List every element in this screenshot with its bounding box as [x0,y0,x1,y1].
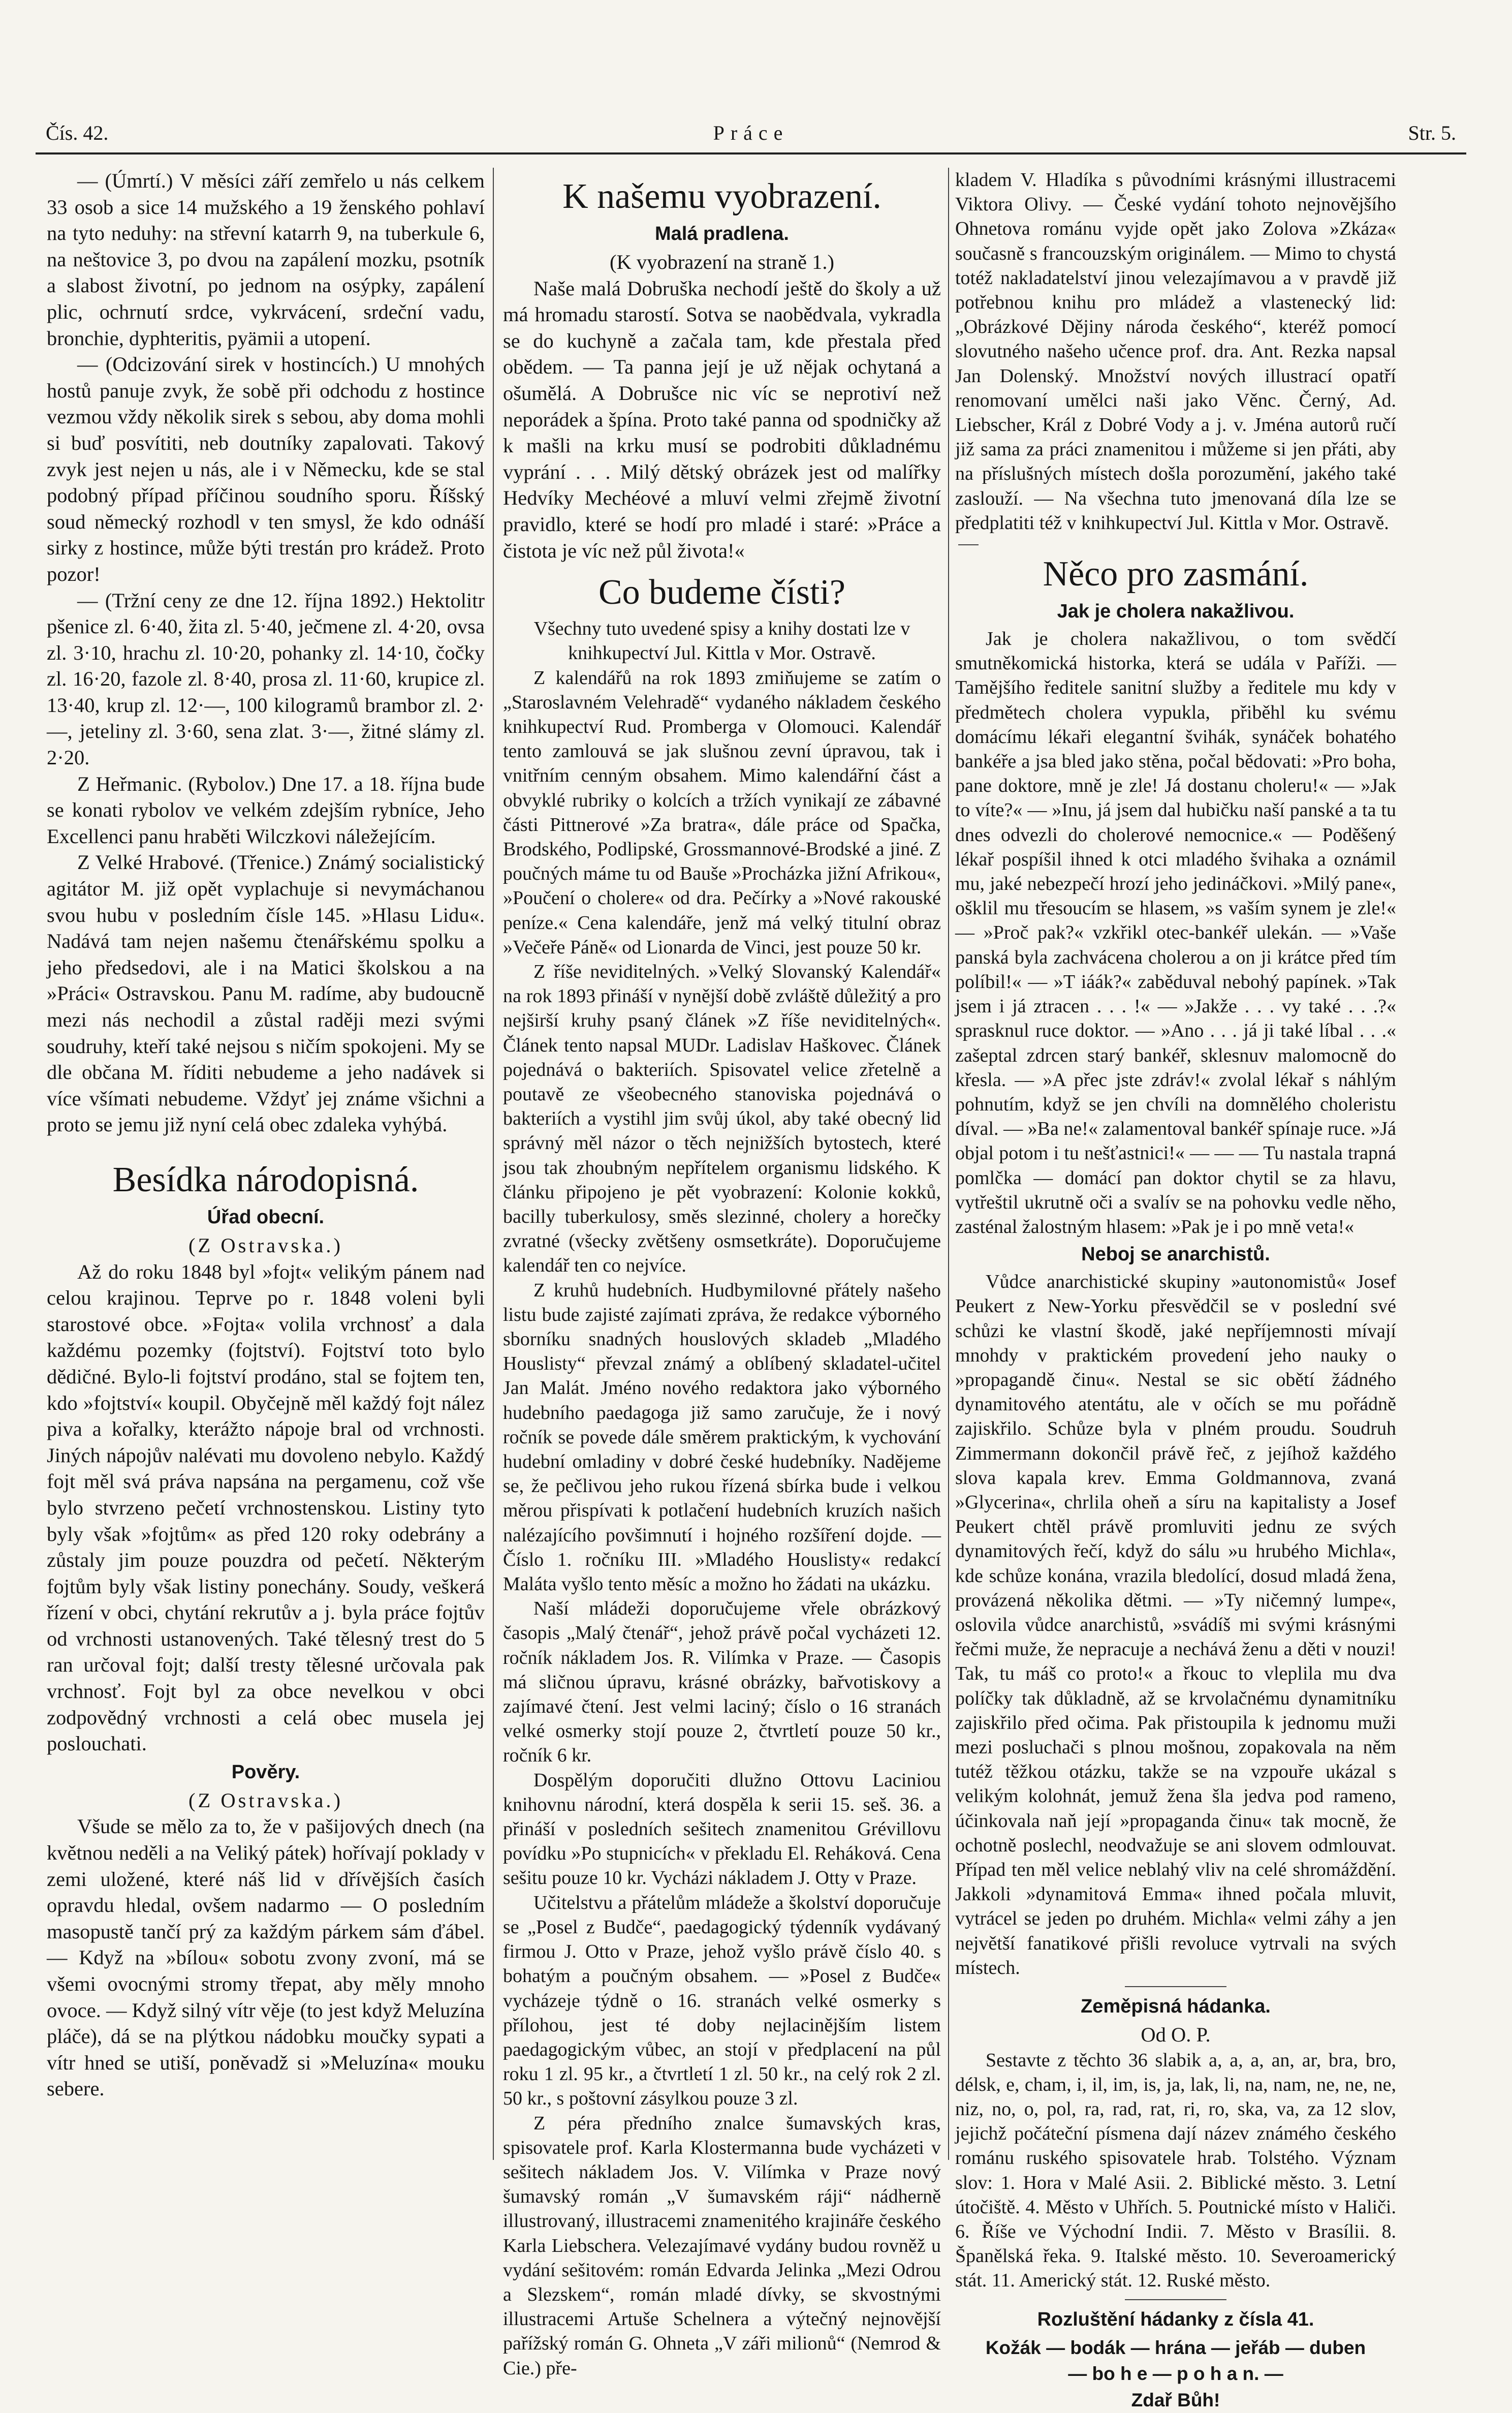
rozluseni-line: Kožák — bodák — hrána — jeřáb — duben [985,2337,1366,2358]
cist-intro: Všechny tuto uvedené spisy a knihy dostati lze v knihkupectví Jul. Kittla v Mor. Ostravě. [533,618,910,664]
urad-source: (Z Ostravska.) [188,1233,343,1257]
column-divider [493,168,494,2160]
page-header [36,116,1466,149]
povery-source: (Z Ostravska.) [188,1788,343,1812]
cist-hudba: Z kruhů hudebních. Hudbymilovné přátely našeho listu bude zajisté zajímati zpráva, že redakce výborného sborníku snadných houslových skladeb „Mladého Houslisty“ převzal známý a oblíbený skladatel-učitel Jan Malát. Jméno nového redaktora jako výborného hudebního paedagoga již samo zaručuje, že i nový ročník se povede dále směrem praktickým, k vychování hudební omladiny v dobré české hudebníky. Nadějeme se, že pečlivou jeho rukou řízená sbírka bude i velkou měrou přispívati k potlačení hudebních kruzích našich nalézajícího povšimnutí i hojného rozšíření dojde. — Číslo 1. ročníku III. »Mladého Houslisty« redakcí Maláta vyšlo tento měsíc a možno ho žádati na ukázku. [503,1279,941,1595]
cist-mladez: Naší mládeži doporučujeme vřele obrázkový časopis „Malý čtenář“, jehož právě počal vycházeti 12. ročník nákladem Jos. R. Vilímka v Praze. — Časopis má sličnou úpravu, krásné obrázky, bařvotiskovy a zajímavé čtení. Jest velmi laciný; číslo o 16 stranách velké osmerky stojí pouze 2, čtvrtletí pouze 50 kr., ročník 6 kr. [503,1598,941,1767]
hadanka-heading: Zeměpisná hádanka. [1081,1996,1271,2018]
vyobrazeni-source: (K vyobrazení na straně 1.) [610,251,834,273]
zasmani-heading: Něco pro zasmání. [1043,554,1309,594]
rozluseni-signoff: Zdař Bůh! [1131,2389,1220,2410]
page-number: Str. 5. [1408,121,1456,144]
anarchiste-text: Vůdce anarchistické skupiny »autonomistů« Josef Peukert z New-Yorku přesvědčil se v poslední své schůzi ke vlastní škodě, jaké nepříjemnosti mívají mnohdy v praktickém provedení jeho nauky o »propagandě činu«. Nestal se sic obětí žádného dynamitového atentátu, ale v očích se mu pořádně zajiskřilo. Schůze byla v plném proudu. Soudruh Zimmermann dokončil právě řeč, z jejíhož každého slova kapala krev. Emma Goldmannova, zvaná »Glycerina«, chrlila oheň a síru na kapitalisty a Josef Peukert chtěl právě promluviti jednu ze svých dynamitových řečí, když do sálu »u hrubého Michla«, kde schůze konána, vrazila bledolící, dosud mladá žena, provázená několika dětmi. — »Ty ničemný lumpe«, oslovila vůdce anarchistů, »svádíš mi svými krásnými řečmi muže, že nepracuje a nechává ženu a děti v nouzi! Tak, tu máš co proto!« a řkouc to vleplila mu dva políčky tak důkladně, až se krvolačnému dynamitníku zajiskřilo před očima. Pak přistoupila k jednomu muži mezi posluchači s plnou mošnou, zopakovala na něm tutéž těžkou otázku, takže se na vzpouře ukázal s velikým kolohnát, jemuž žena šla jedva pod rameno, účinkovala naň její »propaganda činu« tak mocně, že ochotně poslechl, neodvažuje se ani slovem odmlouvat. Případ ten měl velice neblahý vliv na celé shromáždění. Jakkoli »dynamitová Emma« ihned počala mluvit, vytrácel se jeden po druhém. Michla« velmi záhy a jen největší fanatikové přišli revoluce vytrvali na svých místech. [955,1271,1396,1978]
newspaper-title: Práce [713,121,789,144]
hadanka-author: Od O. P. [1141,2023,1211,2047]
news-sirky: — (Odcizování sirek v hostincích.) U mnohých hostů panuje zvyk, že sobě při odchodu z hostince vezmou vždy několik sirek s sebou, aby doma mohli si buď posvítiti, neb doutníky zapalovati. Takový zvyk jest nejen u nás, ale i v Německu, kde se stal podobný případ příčinou soudního sporu. Říšský soud německý rozhodl v ten smysl, že kdo odnáší sirky z hostince, může býti trestán pro krádež. Proto pozor! [47,353,485,585]
divider [1125,2299,1226,2300]
povery-heading: Pověry. [231,1761,300,1783]
divider [958,544,979,545]
cist-pera: Z péra předního znalce šumavských kras, spisovatele prof. Karla Klostermanna bude vycházeti v sešitech nákladem Jos. V. Vilímka v Praze nový šumavský román „V šumavském ráji“ nádherně illustrovaný, illustracemi znamenitého krajináře českého Karla Liebschera. Velezajímavé vydány budou rovněž u vydání sešitovém: román Edvarda Jelinka „Mezi Odrou a Slezskem“, román mladé dívky, se skvostnými illustracemi Artuše Schelnera a výtečný nejnovější pařížský román G. Ohneta „V záři milionů“ (Nemrod & Cie.) pře- [503,2112,941,2379]
column-divider [948,168,949,2160]
vyobrazeni-text: Naše malá Dobruška nechodí ještě do školy a už má hromadu starostí. Sotva se naobědvala, vykradla se do kuchyně a začala tam, kde přestala před obědem. — Ta panna její je už nějak ochytaná a ošumělá. A Dobrušce nic víc se neprotiví než neporádek a špína. Proto také panna od spodničky až k mašli na krku musí se podrobiti důkladnému vyprání . . . Milý dětský obrázek jest od malířky Hedvíky Mechéové a mluví velmi zřejmě životní pravidlo, které se hodí pro mladé i staré: »Práce a čistota je víc než půl života!« [503,276,941,562]
news-hermanice: Z Heřmanic. (Rybolov.) Dne 17. a 18. října bude se konati rybolov ve velkém zdejším rybníce, Jeho Excellenci panu hraběti Wilczkovi náležejícím. [47,772,485,848]
hadanka-text: Sestavte z těchto 36 slabik a, a, a, an, ar, bra, bro, délsk, e, cham, i, il, im, is, ja, lak, li, na, nam, ne, ne, ne, niz, no, o, pol, ra, rad, rat, ri, ro, ska, va, za 12 slov, jejichž počáteční písmena dají název známého českého románu ruského spisovatele hrab. Tolstého. Význam slov: 1. Hora v Malé Asii. 2. Biblické město. 3. Letní útočiště. 4. Město v Uhřích. 5. Poutnické místo v Haliči. 6. Říše ve Východní Indii. 7. Město v Brasílii. 8. Španělská řeka. 9. Italské město. 10. Severoamerický stát. 11. Americký stát. 12. Ruské město. [955,2049,1396,2292]
cholera-heading: Jak je cholera nakažlivou. [1057,601,1295,623]
vyobrazeni-heading: K našemu vyobrazení. [562,177,881,216]
urad-heading: Úřad obecní. [207,1206,325,1228]
divider [1125,1986,1226,1987]
cist-ucitelstvo: Učitelstvu a přátelům mládeže a školství doporučuje se „Posel z Budče“, paedagogický týdenník vydávaný firmou J. Otto v Praze, jehož vyšlo právě číslo 40. s bohatým a poučným obsahem. — »Posel z Budče« vycházeje týdně o 16. stranách velké osmerky s přílohou, jest té doby nejlacinějším listem paedagogickým vůbec, an stojí v předplacení na půl roku 1 zl. 95 kr., a čtvrtletí 1 zl. 50 kr., na celý rok 2 zl. 50 kr., s poštovní zásylkou pouze 3 zl. [503,1892,941,2110]
column-2 [503,168,941,2379]
besidka-heading: Besídka národopisná. [112,1160,419,1199]
anarchiste-heading: Neboj se anarchistů. [1081,1244,1270,1265]
column-1 [47,168,485,2160]
cist-risse: Z říše neviditelných. »Velký Slovanský Kalendář« na rok 1893 přináší v nynější době zvláště důležitý a pro nejširší kruhy psaný článek »Z říše neviditelných«. Článek tento napsal MUDr. Ladislav Haškovec. Článek pojednává o bakteriích. Spisovatel velice zřetelně a poutavě ze všeobecného stanoviska pojednává o bakteriích a vystihl jim svůj úkol, aby také obecný lid správný měl názor o těch nejnižších bytostech, které jsou tak zhoubným nepřítelem organismu lidského. K článku připojeno je pět vyobrazení: Kolonie kokků, bacilly tuberkulosy, směs slezinné, cholery a horečky zvratné (všecky zvětšeny osmsetkráte). Doporučujeme kalendář ten co nejvíce. [503,961,941,1277]
rozluseni-line: — bo h e — p o h a n. — [1068,2363,1283,2385]
header-rule [36,152,1466,154]
issue-number: Čís. 42. [46,121,109,144]
urad-text: Až do roku 1848 byl »fojt« velikým pánem nad celou krajinou. Teprve po r. 1848 voleni byli starostové obce. »Fojta« volila vrchnosť a dala každému pozemky (fojtství). Fojtství toto bylo dědičné. Bylo-li fojtství prodáno, stal se fojtem ten, kdo »fojtství« koupil. Obyčejně měl každý fojt nález piva a kořalky, kterážto nápoje bral od vrchnosti. Jiných nápojův nalévati mu dovoleno nebylo. Každý fojt měl svá práva napsána na pergamenu, což vše bylo stvrzeno pečetí vrchnostenskou. Listiny tyto byly však »fojtům« as před 120 roky odebrány a zůstaly jim pouze pouzdra od pečetí. Některým fojtům byly však listiny ponechány. Soudy, veškerá řízení v obci, chytání rekrutův a j. byla práce fojtův od vrchnosti ustanovených. Také tělesný trest do 5 ran určoval fojt; další tresty tělesné určovala pak vrchnosť. Fojt byl za obce nevelkou v obci zodpovědný vrchnosti a celá obec musela jej poslouchati. [47,1260,485,1755]
cist-kalendar: Z kalendářů na rok 1893 zmiňujeme se zatím o „Staroslavném Velehradě“ vydaného nákladem českého knihkupectví Rud. Promberga v Olomouci. Kalendář tento zamlouvá se jak slušnou zevní úpravou, tak i vnitřním cenným obsahem. Mimo kalendářní část a obvyklé rubriky o kolcích a tržích vynikají ze zábavné části Pittnerové »Za bratra«, dále práce od Spačka, Brodského, Podlipské, Grossmannové-Brodské a jiné. Z poučných máme tu od Bauše »Procházka jižní Afrikou«, »Poučení o cholere« od dra. Pečírky a »Nové rakouské peníze.« Cena kalendáře, jenž má velký titulní obraz »Večeře Páně« od Lionarda de Vinci, jest pouze 50 kr. [503,667,941,958]
cholera-text: Jak je cholera nakažlivou, o tom svědčí smutněkomická historka, která se udála v Paříži. — Tamějšího ředitele sanitní služby a ředitele mu kdy v předmětech cholera vypukla, přiběhl ku svému domácímu lékaři elegantní švihák, synáček bohatého bankéře a jsa bled jako stěna, počal bědovati: »Pro boha, pane doktore, mně je zle! Já dostanu choleru!« — »Jak to víte?« — »Inu, já jsem dal hubičku naší panské a ta tu dnes odvezli do cholerové nemocnice.« — Poděšený lékař pospíšil ihned k otci mladého švihaka a oznámil mu, jaké nebezpečí hrozí jeho jedináčkovi. »Milý pane«, ošklil mu třesoucím se hlasem, »s vaším synem je zle!« — »Proč pak?« vzkřikl otec-bankéř ulekán. — »Vaše panská byla zachvácena cholerou a on ji krátce před tím políbil!« — »T iáák?« zaběduval nebohý papínek. »Tak jsem i já ztracen . . . !« — »Jakže . . . vy také . . .?« sprasknul ruce doktor. — »Ano . . . já ji také líbal . . .« zašeptal zdrcen starý bankéř, sklesnuv malomocně do křesla. — »A přec jste zdráv!« zvolal lékař s náhlým pohnutím, když se jen chvíli na domnělého choleristu díval. — »Ba ne!« zalamentoval bankéř spínaje ruce. »Já objal potom i tu nešťastnici!« — — — Tu nastala trapná pomlčka — domácí pan doktor chytil se za hlavu, vytřeštil ukrutně oči a svalív se na pohovku vedle něho, zasténal žalostným hlasem: »Pak je i po mně veta!« [955,628,1396,1238]
col3-continued-text: kladem V. Hladíka s původními krásnými illustracemi Viktora Olivy. — České vydání tohoto nejnovějšího Ohnetova románu vyjde opět jako Zolova »Zkáza« současně s francouzským originálem. — Mimo to chystá totéž nakladatelství jinou velezajímavou a v pravdě již potřebnou knihu pro mládež a vlastenecký lid: „Obrázkové Dějiny národa českého“, kteréž pomocí slovutného našeho učence prof. dra. Ant. Rezka napsal Jan Dolenský. Množství nových illustrací opatří renomovaní umělci naši jako Věnc. Černý, Ad. Liebscher, Král z Dobré Vody a j. v. Jména autorů ručí již sama za práci znamenitou i můžeme si jen přáti, aby na příslušných místech došla porozumění, jakého také zaslouží. — Na všechna tuto jmenovaná díla lze se předplatiti též v knihkupectví Jul. Kittla v Mor. Ostravě. [955,169,1396,534]
cist-heading: Co budeme čísti? [598,573,845,612]
cist-dospeli: Dospělým doporučiti dlužno Ottovu Laciniou knihovnu národní, která dospěla k serii 15. seš. 36. a přináší v posledních sešitech znamenitou Grévillovu povídku »Po stupnicích« v překladu El. Reháková. Cena sešitu pouze 10 kr. Vycházi nákladem J. Otty v Praze. [503,1769,941,1889]
povery-text: Všude se mělo za to, že v pašijových dnech (na květnou neděli a na Veliký pátek) hořívají poklady v zemi uložené, které náš lid v dřívějších časích opravdu hledal, ovšem nadarmo — O posledním masopustě tančí prý za každým párkem sám ďábel. — Když na »bílou« sobotu zvony zvoní, má se všemi ovocnými stromy třepat, aby měly mnoho ovoce. — Když silný vítr věje (to jest když Meluzína pláče), dá se na plýtkou nádobku moučky sypati a vítr hned se utiší, poněvadž si »Meluzína« mouku sebere. [47,1815,485,2100]
rozluseni-heading: Rozluštění hádanky z čísla 41. [1037,2308,1314,2330]
news-umrti: — (Úmrtí.) V měsíci září zemřelo u nás celkem 33 osob a sice 14 mužského a 19 ženského pohlaví na tyto neduhy: na střevní katarrh 9, na tuberkule 6, na neštovice 3, po dvou na zapálení mozku, psotník a slabost životní, po jednom na osýpky, zapálení plic, ochrnutí srdce, vykrvácení, srdeční vadu, bronchie, dyphteritis, pyämii a utopení. [47,169,485,350]
pradlena-heading: Malá pradlena. [655,223,789,244]
news-velka-hrabova: Z Velké Hrabové. (Třenice.) Známý socialistický agitátor M. již opět vyplachuje si nevymáchanou svou hubu v posledním čísle 145. »Hlasu Lidu«. Nadává tam nejen našemu čtenářskému spolku a jeho předsedovi, ale i na Matici školskou a na »Práci« Ostravskou. Panu M. radíme, aby budoucně mezi nás nechodil a zůstal raději mezi svými soudruhy, kteří také nejsou s ničím spokojeni. My se dle občana M. říditi nebudeme a jeho nadávek si více všímati nebudeme. Vždyť jej známe všichni a proto se jemu již nyní celá obec zdaleka vyhýbá. [47,851,485,1136]
news-trzni-ceny: — (Tržní ceny ze dne 12. října 1892.) Hektolitr pšenice zl. 6·40, žita zl. 5·40, ječmene zl. 4·20, ovsa zl. 3·10, hrachu zl. 10·20, pohanky zl. 14·10, čočky zl. 16·20, fazole zl. 8·40, prosa zl. 11·60, krupice zl. 13·40, krup zl. 12·—, 100 kilogramů brambor zl. 2·—, jeteliny zl. 3·60, sena zlat. 3·—, žitné slámy zl. 2·20. [47,589,485,769]
column-3 [955,168,1396,2410]
